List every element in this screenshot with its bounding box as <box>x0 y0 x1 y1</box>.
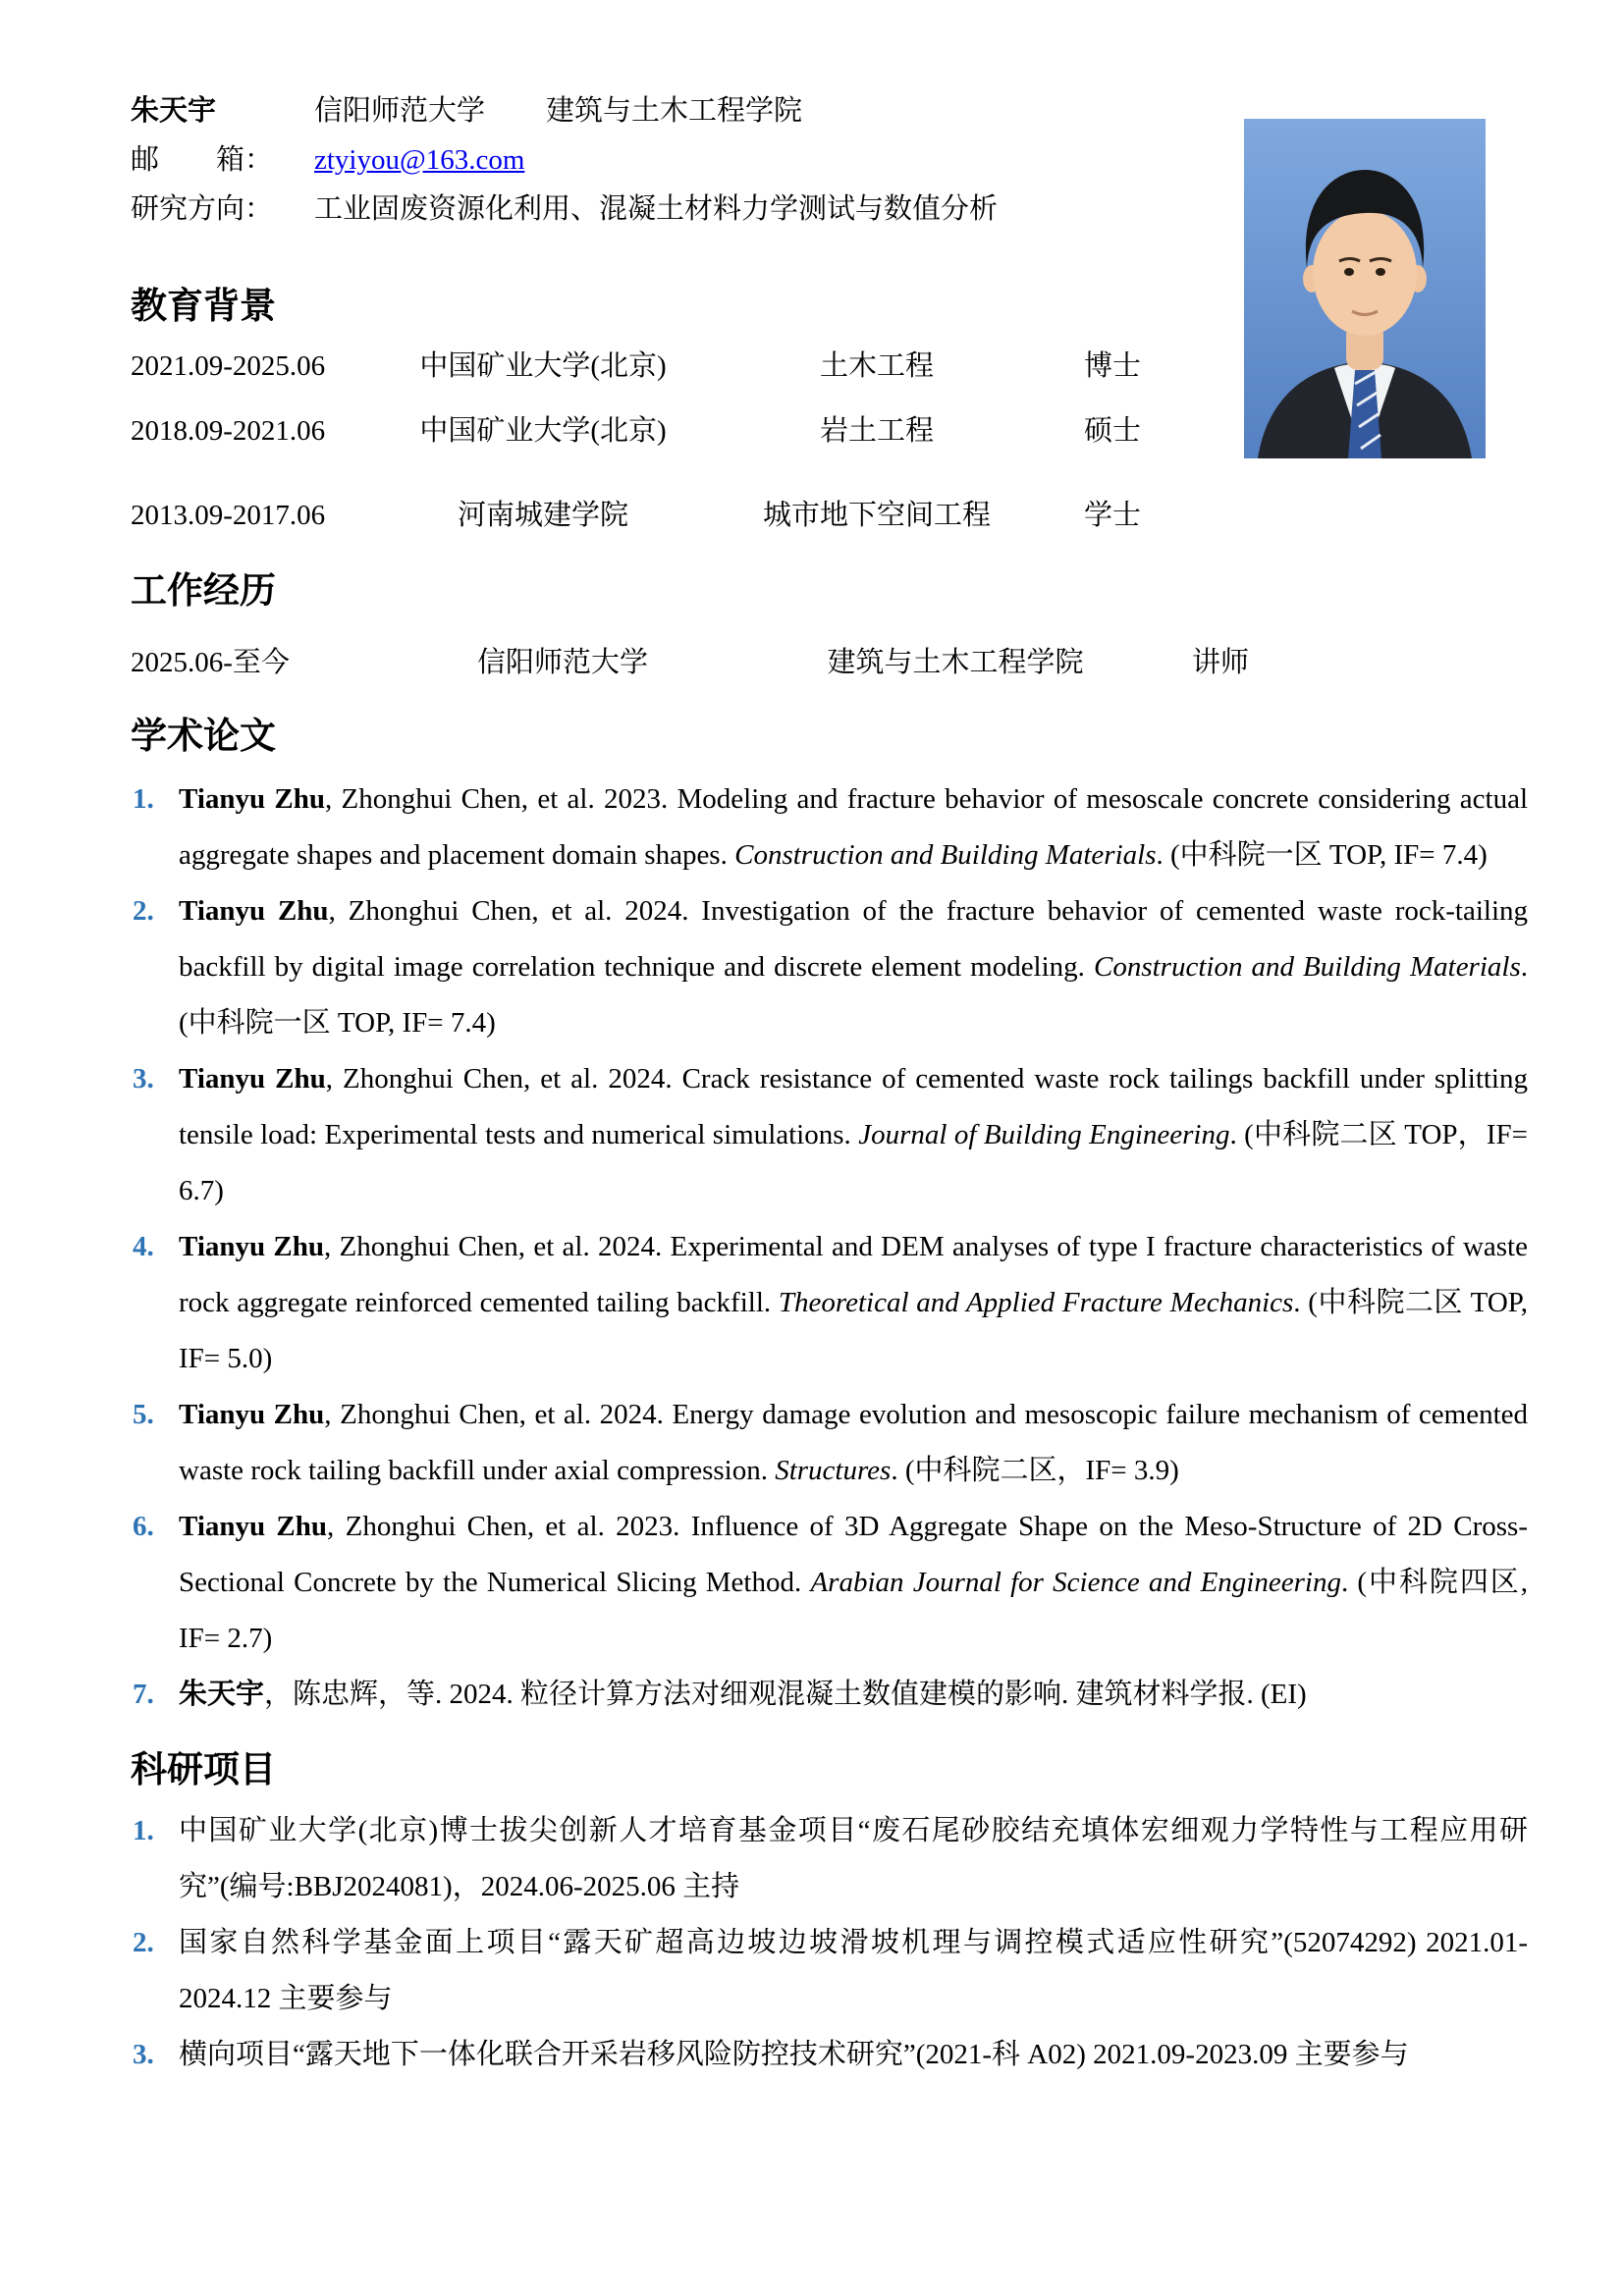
paper-journal: Construction and Building Materials <box>734 839 1157 871</box>
edu-period: 2018.09-2021.06 <box>131 415 326 447</box>
research-text: 工业固废资源化利用、混凝土材料力学测试与数值分析 <box>314 193 999 225</box>
edu-degree: 学士 <box>1083 500 1141 531</box>
papers-list <box>131 772 1528 1723</box>
edu-major: 土木工程 <box>819 350 934 382</box>
header-college: 建筑与土木工程学院 <box>546 95 803 127</box>
education-row <box>131 501 1528 530</box>
section-title-papers: 学术论文 <box>131 716 276 756</box>
edu-school: 河南城建学院 <box>457 500 628 531</box>
paper-tail: . (中科院二区，IF= 3.9) <box>891 1455 1179 1486</box>
person-name: 朱天宇 <box>131 95 217 127</box>
project-text: 国家自然科学基金面上项目“露天矿超高边坡边坡滑坡机理与调控模式适应性研究”(52074292) 2021.01-2024.12 主要参与 <box>179 1927 1528 2014</box>
paper-body: , Zhonghui Chen, et al. 2023. Modeling and fracture behavior of mesoscale concrete considering actual aggregate shapes and placement domain shapes. <box>179 783 1528 871</box>
paper-tail: . (中科院一区 TOP, IF= 7.4) <box>179 951 1528 1039</box>
research-label: 研究方向： <box>131 193 274 225</box>
section-title-education: 教育背景 <box>131 286 276 326</box>
paper-author: Tianyu Zhu <box>179 1399 325 1430</box>
work-period: 2025.06-至今 <box>131 647 290 678</box>
paper-item <box>131 883 1528 1051</box>
work-row <box>131 648 1528 677</box>
edu-degree: 硕士 <box>1083 415 1141 447</box>
paper-number: 6. <box>133 1511 154 1542</box>
email-link[interactable]: ztyiyou@163.com <box>314 144 525 176</box>
work-employer: 信阳师范大学 <box>476 647 648 678</box>
project-item <box>131 2027 1528 2083</box>
paper-author: Tianyu Zhu <box>179 1231 325 1262</box>
edu-major: 城市地下空间工程 <box>762 500 991 531</box>
paper-item <box>131 772 1528 883</box>
paper-tail: . (中科院二区 TOP, IF= 5.0) <box>179 1287 1528 1374</box>
paper-number: 1. <box>133 783 154 815</box>
project-text: 中国矿业大学(北京)博士拔尖创新人才培育基金项目“废石尾砂胶结充填体宏细观力学特性与工程应用研究”(编号:BBJ2024081)，2024.06-2025.06 主持 <box>179 1815 1528 1902</box>
paper-item <box>131 1499 1528 1667</box>
paper-number: 2. <box>133 895 154 927</box>
paper-body: , Zhonghui Chen, et al. 2023. Influence of 3D Aggregate Shape on the Meso-Structure of 2D Cross-Sectional Concrete by the Numerical Slicing Method. <box>179 1511 1529 1598</box>
paper-tail: . (中科院一区 TOP, IF= 7.4) <box>1156 839 1488 871</box>
edu-period: 2013.09-2017.06 <box>131 500 326 531</box>
project-number: 2. <box>133 1927 154 1958</box>
email-label: 邮 箱： <box>131 144 274 176</box>
paper-number: 3. <box>133 1063 154 1095</box>
paper-number: 5. <box>133 1399 154 1430</box>
paper-item <box>131 1667 1528 1723</box>
edu-major: 岩土工程 <box>819 415 934 447</box>
paper-journal: Arabian Journal for Science and Engineering <box>810 1567 1341 1598</box>
paper-journal: Structures <box>775 1455 892 1486</box>
project-item <box>131 1915 1528 2027</box>
paper-body: ，陈忠辉，等. 2024. 粒径计算方法对细观混凝土数值建模的影响. 建筑材料学报. (EI) <box>264 1679 1307 1710</box>
edu-degree: 博士 <box>1083 350 1141 382</box>
header-university: 信阳师范大学 <box>314 95 486 127</box>
project-item <box>131 1803 1528 1915</box>
project-text: 横向项目“露天地下一体化联合开采岩移风险防控技术研究”(2021-科 A02) 2021.09-2023.09 主要参与 <box>179 2039 1409 2070</box>
project-number: 1. <box>133 1815 154 1846</box>
paper-body: , Zhonghui Chen, et al. 2024. Energy damage evolution and mesoscopic failure mechanism of cemented waste rock tailing backfill under axial compression. <box>179 1399 1529 1486</box>
paper-author: 朱天宇 <box>179 1679 265 1710</box>
paper-item <box>131 1219 1528 1387</box>
paper-number: 4. <box>133 1231 154 1262</box>
edu-school: 中国矿业大学(北京) <box>419 415 667 447</box>
profile-photo <box>1244 119 1486 458</box>
edu-period: 2021.09-2025.06 <box>131 350 326 382</box>
paper-body: , Zhonghui Chen, et al. 2024. Experimental and DEM analyses of type I fracture characteristics of waste rock aggregate reinforced cemented tailing backfill. <box>179 1231 1528 1318</box>
paper-journal: Theoretical and Applied Fracture Mechanics <box>778 1287 1294 1318</box>
paper-journal: Journal of Building Engineering <box>858 1119 1230 1150</box>
paper-body: , Zhonghui Chen, et al. 2024. Investigation of the fracture behavior of cemented waste rock-tailing backfill by digital image correlation technique and discrete element modeling. <box>179 895 1528 983</box>
paper-author: Tianyu Zhu <box>179 895 329 927</box>
paper-body: , Zhonghui Chen, et al. 2024. Crack resistance of cemented waste rock tailings backfill under splitting tensile load: Experimental tests and numerical simulations. <box>179 1063 1528 1150</box>
paper-item <box>131 1387 1528 1499</box>
work-department: 建筑与土木工程学院 <box>827 647 1084 678</box>
paper-author: Tianyu Zhu <box>179 1063 326 1095</box>
paper-tail: . (中科院二区 TOP，IF= 6.7) <box>179 1119 1528 1206</box>
paper-tail: . (中科院四区, IF= 2.7) <box>179 1567 1528 1654</box>
section-title-projects: 科研项目 <box>131 1749 276 1789</box>
section-title-work: 工作经历 <box>131 570 276 611</box>
projects-list <box>131 1803 1528 2083</box>
edu-school: 中国矿业大学(北京) <box>419 350 667 382</box>
paper-item <box>131 1051 1528 1219</box>
paper-journal: Construction and Building Materials <box>1093 951 1521 983</box>
project-number: 3. <box>133 2039 154 2070</box>
work-title: 讲师 <box>1191 647 1249 678</box>
paper-author: Tianyu Zhu <box>179 783 326 815</box>
paper-author: Tianyu Zhu <box>179 1511 328 1542</box>
paper-number: 7. <box>133 1679 154 1710</box>
